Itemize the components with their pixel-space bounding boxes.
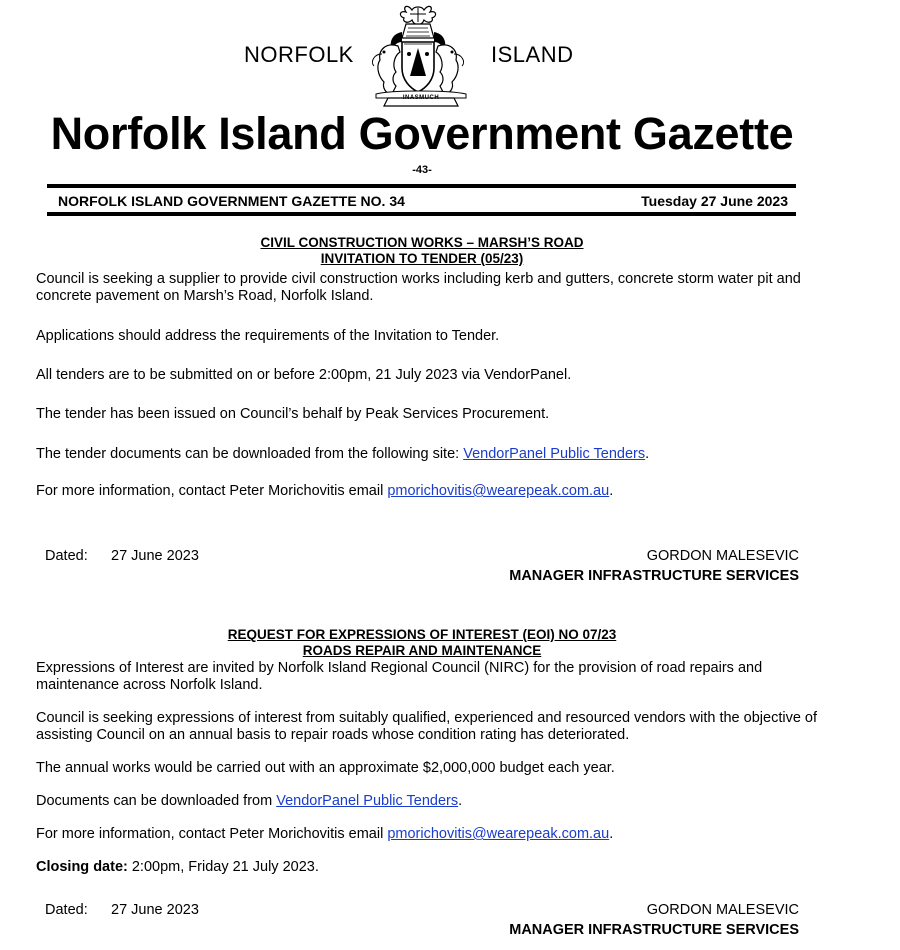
email-link[interactable]: pmorichovitis@wearepeak.com.au bbox=[387, 483, 610, 499]
notice2-heading-line2: ROADS REPAIR AND MAINTENANCE bbox=[302, 643, 542, 658]
vendorpanel-link-2[interactable]: VendorPanel Public Tenders bbox=[276, 793, 459, 809]
notice1-para6-suffix: . bbox=[609, 483, 614, 499]
notice2-dated-value: 27 June 2023 bbox=[111, 902, 199, 918]
notice1-para3: All tenders are to be submitted on or before 2:00pm, 21 July 2023 via VendorPanel. bbox=[36, 367, 572, 383]
notice2-closing-date bbox=[36, 859, 826, 876]
notice2-para2: Council is seeking expressions of interest from suitably qualified, experienced and resourced vendors with the objective of assisting Council on an annual basis to repair roads whose condition rating has deteriorated. bbox=[36, 710, 818, 743]
masthead-island: ISLAND bbox=[491, 42, 574, 67]
notice1-para5 bbox=[36, 446, 826, 463]
notice2-para5 bbox=[36, 826, 826, 843]
notice1-signatory-name: GORDON MALESEVIC bbox=[646, 548, 799, 564]
gazette-date: Tuesday 27 June 2023 bbox=[641, 193, 788, 209]
notice2-para1: Expressions of Interest are invited by Norfolk Island Regional Council (NIRC) for the provision of road repairs and maintenance across Norfolk Island. bbox=[36, 660, 763, 693]
notice2-para5-text: For more information, contact Peter Morichovitis email bbox=[36, 826, 388, 842]
notice2-para4-suffix: . bbox=[458, 793, 463, 809]
top-rule bbox=[47, 184, 796, 188]
notice1-para5-text: The tender documents can be downloaded from the following site: bbox=[36, 446, 464, 462]
page-title: Norfolk Island Government Gazette bbox=[50, 108, 794, 159]
gazette-number: NORFOLK ISLAND GOVERNMENT GAZETTE NO. 34 bbox=[58, 193, 405, 209]
masthead-norfolk: NORFOLK bbox=[244, 42, 354, 67]
notice1-dated-value: 27 June 2023 bbox=[111, 548, 199, 564]
notice2-para4-text: Documents can be downloaded from bbox=[36, 793, 277, 809]
closing-date-value: 2:00pm, Friday 21 July 2023. bbox=[127, 859, 319, 875]
notice1-para4: The tender has been issued on Council’s behalf by Peak Services Procurement. bbox=[36, 406, 550, 422]
crest-motto: INASMUCH bbox=[402, 95, 440, 101]
notice2-signatory-title: MANAGER INFRASTRUCTURE SERVICES bbox=[509, 922, 799, 938]
notice1-dated-label: Dated: bbox=[45, 548, 88, 564]
notice1-para2: Applications should address the requirements of the Invitation to Tender. bbox=[36, 328, 500, 344]
notice1-para6-text: For more information, contact Peter Morichovitis email bbox=[36, 483, 388, 499]
notice2-para4 bbox=[36, 793, 826, 810]
vendorpanel-link[interactable]: VendorPanel Public Tenders bbox=[463, 446, 646, 462]
bottom-rule bbox=[47, 212, 796, 216]
email-link-2[interactable]: pmorichovitis@wearepeak.com.au bbox=[387, 826, 610, 842]
notice1-para5-suffix: . bbox=[645, 446, 650, 462]
page-number: -43- bbox=[412, 164, 432, 176]
notice1-heading-line2: INVITATION TO TENDER (05/23) bbox=[320, 251, 524, 266]
notice2-signatory-name: GORDON MALESEVIC bbox=[646, 902, 799, 918]
notice2-para5-suffix: . bbox=[609, 826, 614, 842]
notice1-para6 bbox=[36, 483, 826, 500]
notice1-para1: Council is seeking a supplier to provide civil construction works including kerb and gutters, concrete storm water pit and concrete pavement on Marsh’s Road, Norfolk Island. bbox=[36, 271, 801, 304]
notice2-dated-label: Dated: bbox=[45, 902, 88, 918]
notice2-para3: The annual works would be carried out with an approximate $2,000,000 budget each year. bbox=[36, 760, 615, 776]
notice2-heading-line1: REQUEST FOR EXPRESSIONS OF INTEREST (EOI) NO 07/23 bbox=[227, 627, 617, 642]
notice1-signatory-title: MANAGER INFRASTRUCTURE SERVICES bbox=[509, 568, 799, 584]
coat-of-arms-icon bbox=[362, 2, 480, 110]
notice1-heading-line1: CIVIL CONSTRUCTION WORKS – MARSH’S ROAD bbox=[260, 235, 584, 250]
closing-date-label: Closing date: bbox=[36, 859, 128, 875]
